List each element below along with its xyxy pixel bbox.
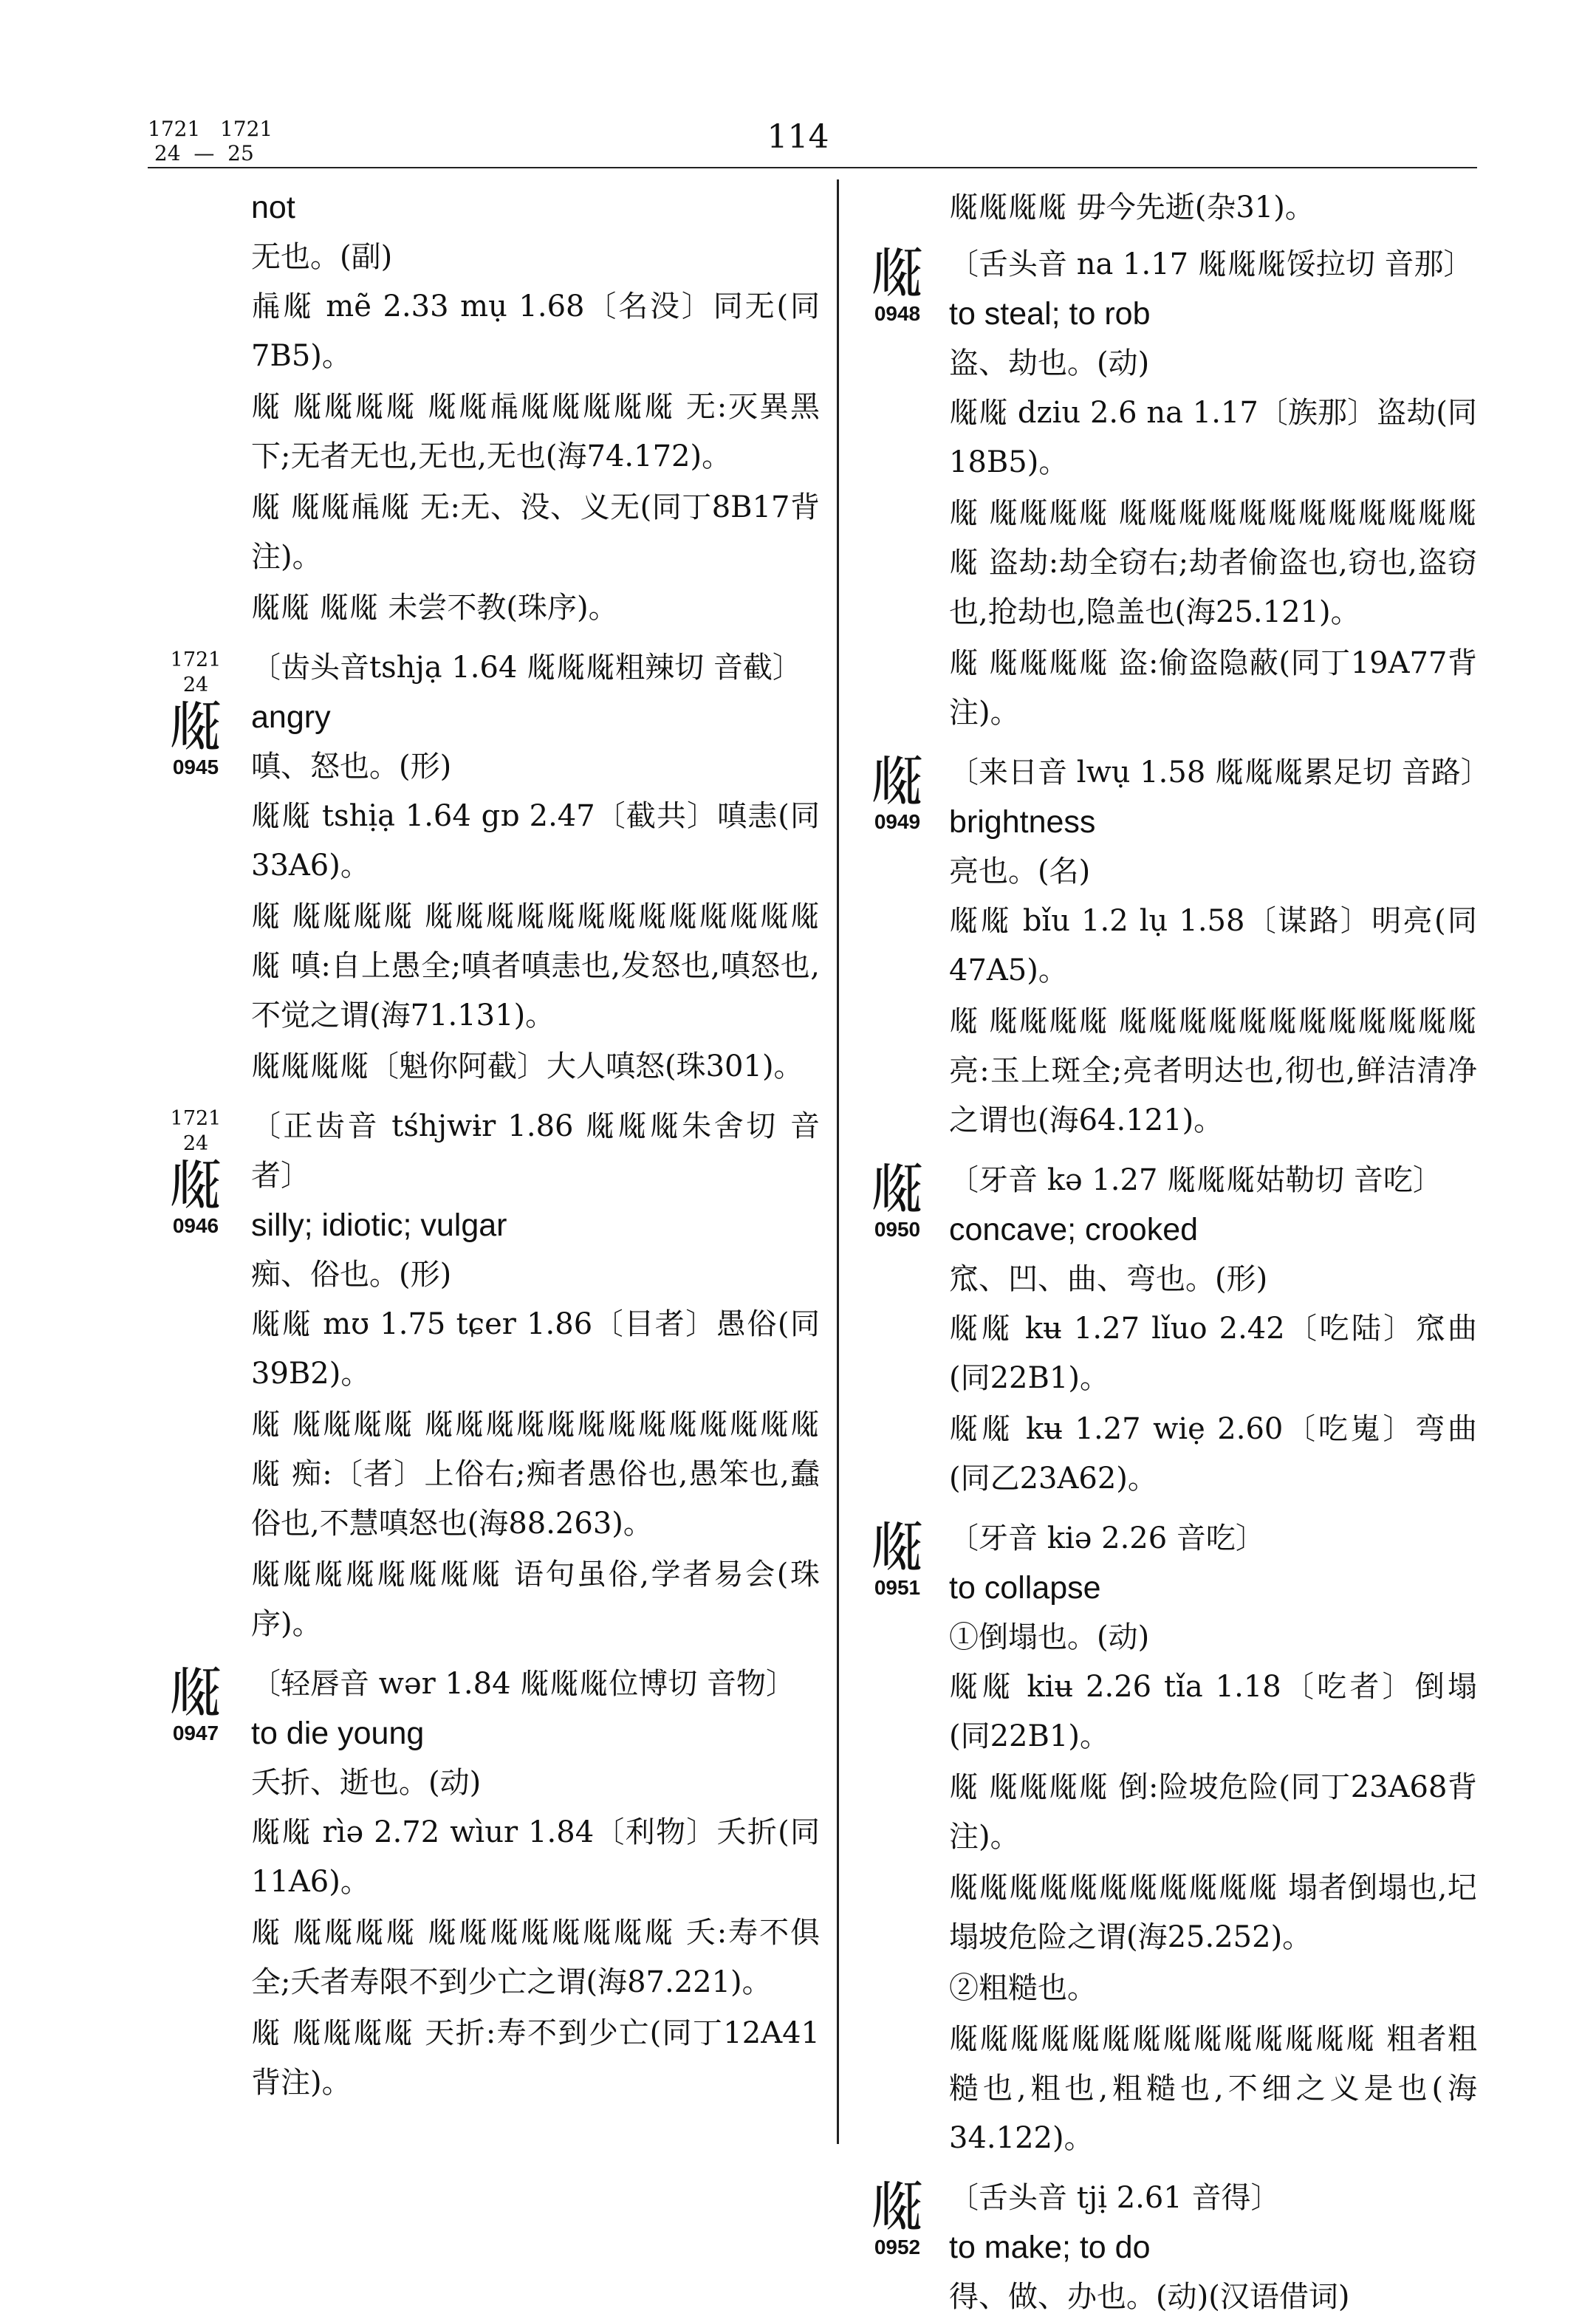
entry-paragraph: 𗅉 𗅉𗅉𗅉𗅉 𗅉𗅉𗍫𗅉𗅉𗅉𗅉𗅉 无:灭異黑下;无者无也,无也,无也(海74.172)。 (251, 390, 820, 473)
entry-number: 0945 (172, 756, 219, 778)
entry-paragraph: 𗅉𗅉 kʉ 1.27 wiẹ 2.60〔吃嵬〕弯曲(同乙23A62)。 (949, 1412, 1477, 1496)
entry-0946 (148, 1102, 820, 1649)
entry-gloss: ①倒塌也。(动) (949, 1620, 1150, 1654)
entry-paragraph: 𗅉𗅉 𗅉𗅉 未尝不教(珠序)。 (251, 591, 618, 625)
entry-paragraph: 𗅉𗅉 rìə 2.72 wìur 1.84〔利物〕夭折(同11A6)。 (251, 1815, 820, 1899)
entry-english: concave; crooked (949, 1212, 1199, 1247)
entry-gloss: 夭折、逝也。(动) (251, 1766, 482, 1800)
entry-gloss: 嗔、怒也。(形) (251, 750, 452, 784)
entry-ref-sub: 24 (182, 1132, 209, 1155)
entry-phonetic: 〔齿头音tshjạ 1.64 𗅉𗅉𗅉粗辣切 音截〕 (251, 651, 802, 685)
entry-phonetic: 〔牙音 kə 1.27 𗅉𗅉𗅉姑勒切 音吃〕 (949, 1163, 1442, 1197)
entry-phonetic: 〔来日音 lwụ 1.58 𗅉𗅉𗅉累足切 音路〕 (949, 756, 1490, 790)
headword-glyph: 𗅉 (168, 695, 223, 758)
entry-paragraph: 𗅉𗅉 bǐu 1.2 lụ 1.58〔谋路〕明亮(同47A5)。 (949, 904, 1477, 987)
entry-number: 0950 (874, 1218, 921, 1241)
entry-continuation-right (849, 183, 1477, 233)
entry-paragraph: 𗅉 𗅉𗅉𗅉𗅉 倒:险坡危险(同丁23A68背注)。 (949, 1770, 1477, 1854)
entry-paragraph: 𗅉𗅉𗅉𗅉 毋今先逝(杂31)。 (949, 191, 1315, 225)
left-column (148, 183, 820, 2109)
entry-0951 (849, 1514, 1477, 2163)
entry-0945 (148, 643, 820, 1092)
entry-paragraph: 𗅉 𗅉𗅉𗅉𗅉 天折:寿不到少亡(同丁12A41背注)。 (251, 2016, 820, 2100)
entry-continuation (148, 183, 820, 633)
entry-english: to make; to do (949, 2230, 1151, 2265)
headword-glyph: 𗅉 (168, 1661, 223, 1725)
entry-paragraph: 𗅉𗅉𗅉𗅉〔魁你阿截〕大人嗔怒(珠301)。 (251, 1049, 804, 1083)
entry-english: to collapse (949, 1570, 1101, 1606)
entry-phonetic: 〔正齿音 tśhjwɨr 1.86 𗅉𗅉𗅉朱舍切 音者〕 (251, 1109, 820, 1193)
entry-paragraph: 𗅉 𗅉𗅉𗅉𗅉 𗅉𗅉𗅉𗅉𗅉𗅉𗅉𗅉𗅉𗅉𗅉𗅉𗅉𗅉 嗔:自上愚全;嗔者嗔恚也,发怒也,嗔怒也,不觉之谓(海71.131)。 (251, 900, 820, 1032)
header-ref-line-2: 24 — 25 (148, 141, 254, 165)
entry-0950 (849, 1156, 1477, 1504)
entry-english: angry (251, 699, 331, 735)
entry-margin (148, 648, 244, 779)
headword-glyph: 𗅉 (870, 2175, 925, 2239)
entry-paragraph: 𗅉 𗅉𗅉𗍫𗅉 无:无、没、义无(同丁8B17背注)。 (251, 490, 820, 574)
entry-paragraph: 𗅉𗅉 dziu 2.6 na 1.17〔族那〕盗劫(同18B5)。 (949, 396, 1477, 479)
entry-0947 (148, 1660, 820, 2108)
entry-paragraph: 𗅉𗅉𗅉𗅉𗅉𗅉𗅉𗅉𗅉𗅉𗅉 塌者倒塌也,圮塌坡危险之谓(海25.252)。 (949, 1871, 1477, 1954)
entry-paragraph: 𗅉𗅉 mʊ 1.75 tɕer 1.86〔目者〕愚俗(同39B2)。 (251, 1307, 820, 1391)
entry-gloss: 盗、劫也。(动) (949, 346, 1150, 380)
headword-glyph: 𗅉 (870, 242, 925, 305)
entry-phonetic: 〔舌头音 na 1.17 𗅉𗅉𗅉馁拉切 音那〕 (949, 247, 1473, 281)
entry-number: 0951 (874, 1576, 921, 1599)
entry-paragraph: 𗅉𗅉 tshịạ 1.64 gɒ 2.47〔截共〕嗔恚(同33A6)。 (251, 799, 820, 883)
entry-ref-sub: 24 (182, 674, 209, 696)
entry-0948 (849, 240, 1477, 738)
entry-paragraph: 𗅉𗅉 kiʉ 2.26 tǐa 1.18〔吃者〕倒塌(同22B1)。 (949, 1670, 1477, 1753)
entry-margin (849, 244, 945, 326)
entry-0949 (849, 748, 1490, 1145)
entry-english: to die young (251, 1716, 425, 1751)
entry-number: 0952 (874, 2236, 921, 2258)
entry-phonetic: 〔牙音 kiə 2.26 音吃〕 (949, 1521, 1265, 1555)
entry-paragraph: 𗅉𗅉𗅉𗅉𗅉𗅉𗅉𗅉 语句虽俗,学者易会(珠序)。 (251, 1558, 820, 1641)
entry-paragraph: 𗅉 𗅉𗅉𗅉𗅉 𗅉𗅉𗅉𗅉𗅉𗅉𗅉𗅉𗅉𗅉𗅉𗅉𗅉 盗劫:劫全窃右;劫者偷盗也,窃也,盗窃也,抢劫也,隐盖也(海25.121)。 (949, 496, 1477, 629)
entry-gloss: 无也。(副) (251, 240, 393, 274)
entry-english: to steal; to rob (949, 296, 1151, 332)
entry-paragraph: 𗍫𗅉 mẽ 2.33 mụ 1.68〔名没〕同无(同7B5)。 (251, 290, 820, 373)
entry-margin (148, 1661, 244, 1745)
headword-glyph: 𗅉 (870, 1157, 925, 1221)
entry-paragraph: 𗅉𗅉𗅉𗅉𗅉𗅉𗅉𗅉𗅉𗅉𗅉𗅉𗅉𗅉 粗者粗糙也,粗也,粗糙也,不细之义是也(海34.122)。 (949, 2022, 1477, 2155)
entry-phonetic: 〔舌头音 tjị 2.61 音得〕 (949, 2181, 1281, 2215)
entry-margin (849, 1157, 945, 1242)
header-divider (148, 167, 1477, 168)
entry-paragraph: 𗅉 𗅉𗅉𗅉𗅉 𗅉𗅉𗅉𗅉𗅉𗅉𗅉𗅉 夭:寿不俱全;夭者寿限不到少亡之谓(海87.221)。 (251, 1916, 820, 1999)
entry-paragraph: 𗅉 𗅉𗅉𗅉𗅉 𗅉𗅉𗅉𗅉𗅉𗅉𗅉𗅉𗅉𗅉𗅉𗅉 亮:玉上斑全;亮者明达也,彻也,鲜洁清净之谓也(海64.121)。 (949, 1004, 1477, 1137)
entry-margin (849, 750, 945, 834)
column-divider (837, 179, 839, 2144)
entry-paragraph: 𗅉 𗅉𗅉𗅉𗅉 𗅉𗅉𗅉𗅉𗅉𗅉𗅉𗅉𗅉𗅉𗅉𗅉𗅉𗅉 痴:〔者〕上俗右;痴者愚俗也,愚笨也,蠢俗也,不慧嗔怒也(海88.263)。 (251, 1408, 820, 1541)
entry-number: 0946 (172, 1214, 219, 1237)
entry-gloss: 窊、凹、曲、弯也。(形) (949, 1262, 1268, 1296)
entry-phonetic: 〔轻唇音 wər 1.84 𗅉𗅉𗅉位博切 音物〕 (251, 1667, 795, 1701)
entry-english: not (251, 190, 295, 225)
entry-ref: 1721 (170, 1107, 222, 1130)
entry-paragraph: ②粗糙也。 (949, 1971, 1097, 2005)
entry-paragraph: 𗅉𗅉 kʉ 1.27 lǐuo 2.42〔吃陆〕窊曲(同22B1)。 (949, 1312, 1477, 1395)
right-column (849, 183, 1490, 2322)
entry-gloss: 痴、俗也。(形) (251, 1258, 452, 1292)
entry-margin (148, 1106, 244, 1238)
entry-number: 0948 (874, 302, 921, 325)
entry-margin (849, 1518, 945, 1600)
entry-0952 (849, 2174, 1477, 2322)
entry-paragraph: 𗅉 𗅉𗅉𗅉𗅉 盗:偷盗隐蔽(同丁19A77背注)。 (949, 646, 1477, 730)
entry-english: brightness (949, 804, 1096, 840)
headword-glyph: 𗅉 (168, 1154, 223, 1217)
entry-margin (849, 2175, 945, 2259)
entry-gloss: 得、做、办也。(动)(汉语借词) (949, 2280, 1350, 2314)
entry-ref: 1721 (170, 648, 222, 671)
headword-glyph: 𗅉 (870, 1516, 925, 1579)
entry-number: 0949 (874, 810, 921, 833)
entry-gloss: 亮也。(名) (949, 855, 1091, 888)
page-number: 114 (767, 118, 829, 156)
entry-number: 0947 (172, 1722, 219, 1744)
entry-english: silly; idiotic; vulgar (251, 1208, 507, 1243)
headword-glyph: 𗅉 (870, 750, 925, 813)
header-ref-line-1: 1721 1721 (148, 117, 273, 141)
